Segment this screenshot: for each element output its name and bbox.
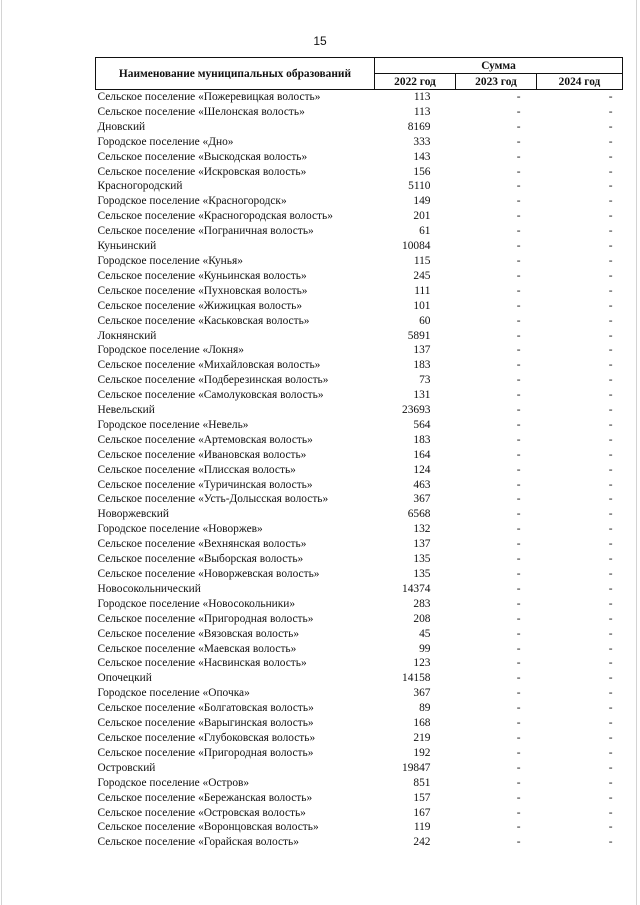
municipality-name-cell: Сельское поселение «Искровская волость» (97, 165, 307, 178)
sum-2023-cell: - (516, 717, 521, 730)
municipality-name-cell: Сельское поселение «Вязовская волость» (97, 627, 300, 640)
table-row (96, 388, 623, 403)
sum-2024-cell: - (608, 91, 613, 103)
sum-2023-cell: - (516, 478, 521, 491)
municipality-name-cell: Сельское поселение «Вехнянская волость» (97, 538, 307, 551)
sum-2024-cell: - (608, 821, 613, 834)
municipality-name-cell: Дновский (97, 120, 146, 133)
municipality-name-cell: Сельское поселение «Куньинская волость» (97, 269, 307, 282)
table-row (96, 567, 623, 582)
sum-2022-cell: 208 (413, 612, 431, 625)
municipality-name-cell: Сельское поселение «Выскодская волость» (97, 150, 308, 163)
sum-2022-cell: 10084 (402, 240, 431, 253)
sum-2023-cell: - (516, 240, 521, 253)
header-name-column: Наименование муниципальных образований (96, 58, 375, 90)
sum-2023-cell: - (516, 210, 521, 223)
sum-2022-cell: 111 (414, 284, 431, 297)
sum-2023-cell: - (516, 508, 521, 521)
table-row (96, 403, 623, 418)
sum-2023-cell: - (516, 493, 521, 506)
table-body (96, 90, 623, 851)
table-row (96, 835, 623, 850)
sum-2024-cell: - (608, 806, 613, 819)
table-row (96, 537, 623, 552)
municipality-name-cell: Сельское поселение «Варыгинская волость» (97, 717, 314, 730)
sum-2023-cell: - (516, 135, 521, 148)
sum-2024-cell: - (608, 731, 613, 744)
municipality-name-cell: Сельское поселение «Глубоковская волость» (97, 731, 316, 744)
table-row (96, 179, 623, 194)
sum-2024-cell: - (608, 120, 613, 133)
municipality-name-cell: Городское поселение «Остров» (97, 776, 250, 789)
table-row (96, 209, 623, 224)
table-row (96, 716, 623, 731)
sum-2023-cell: - (516, 761, 521, 774)
municipality-name-cell: Сельское поселение «Артемовская волость» (97, 433, 313, 446)
municipality-name-cell: Сельское поселение «Ивановская волость» (97, 448, 307, 461)
sum-2024-cell: - (608, 418, 613, 431)
sum-2023-cell: - (516, 329, 521, 342)
municipality-name-cell: Сельское поселение «Пригородная волость» (97, 612, 314, 625)
municipality-name-cell: Сельское поселение «Пограничная волость» (97, 225, 314, 238)
table-row (96, 478, 623, 493)
sum-2023-cell: - (516, 746, 521, 759)
table-row (96, 105, 623, 120)
municipality-name-cell: Сельское поселение «Михайловская волость» (97, 359, 321, 372)
table-row (96, 612, 623, 627)
table-row (96, 150, 623, 165)
sum-2024-cell: - (608, 687, 613, 700)
sum-2024-cell: - (608, 195, 613, 208)
municipality-name-cell: Новосокольнический (97, 582, 201, 595)
sum-2024-cell: - (608, 389, 613, 402)
sum-2023-cell: - (516, 612, 521, 625)
municipality-name-cell: Городское поселение «Новоржев» (97, 523, 263, 536)
table-row (96, 224, 623, 239)
sum-2023-cell: - (516, 553, 521, 566)
table-row (96, 671, 623, 686)
sum-2024-cell: - (608, 165, 613, 178)
sum-2022-cell: 14158 (402, 672, 431, 685)
sum-2023-cell: - (516, 821, 521, 834)
sum-2022-cell: 5110 (408, 180, 431, 193)
right-margin-line (636, 0, 637, 905)
table-row (96, 329, 623, 344)
sum-2024-cell: - (608, 627, 613, 640)
sum-2023-cell: - (516, 687, 521, 700)
sum-2023-cell: - (516, 776, 521, 789)
sum-2023-cell: - (516, 448, 521, 461)
sum-2023-cell: - (516, 254, 521, 267)
sum-2023-cell: - (516, 269, 521, 282)
sum-2022-cell: 14374 (402, 582, 431, 595)
sum-2022-cell: 333 (413, 135, 431, 148)
sum-2022-cell: 157 (413, 791, 431, 804)
municipality-name-cell: Сельское поселение «Плисская волость» (97, 463, 296, 476)
table-row (96, 492, 623, 507)
table-row (96, 418, 623, 433)
table-row (96, 373, 623, 388)
municipality-name-cell: Сельское поселение «Новоржевская волость» (97, 568, 320, 580)
sum-2024-cell: - (608, 746, 613, 759)
sum-2022-cell: 73 (419, 374, 431, 387)
sum-2022-cell: 135 (413, 568, 431, 580)
table-row (96, 299, 623, 314)
table-row (96, 90, 623, 105)
table-row (96, 448, 623, 463)
municipality-name-cell: Сельское поселение «Маевская волость» (97, 642, 297, 655)
municipality-name-cell: Городское поселение «Красногородск» (97, 195, 287, 208)
table-row (96, 776, 623, 791)
municipality-name-cell: Островский (97, 761, 156, 774)
sum-2023-cell: - (516, 582, 521, 595)
sum-2022-cell: 149 (413, 195, 431, 208)
municipality-name-cell: Сельское поселение «Пухновская волость» (97, 284, 308, 297)
sum-2024-cell: - (608, 105, 613, 118)
municipality-name-cell: Городское поселение «Локня» (97, 344, 244, 357)
sum-2022-cell: 564 (413, 418, 431, 431)
sum-2023-cell: - (516, 299, 521, 312)
table-row (96, 806, 623, 821)
table-row (96, 731, 623, 746)
sum-2024-cell: - (608, 508, 613, 521)
municipality-name-cell: Сельское поселение «Насвинская волость» (97, 657, 307, 670)
sum-2022-cell: 124 (413, 463, 431, 476)
sum-2024-cell: - (608, 269, 613, 282)
sum-2022-cell: 6568 (407, 508, 431, 521)
table-row (96, 165, 623, 180)
table-row (96, 627, 623, 642)
table-row (96, 522, 623, 537)
table-row (96, 433, 623, 448)
sum-2024-cell: - (608, 553, 613, 566)
sum-2022-cell: 201 (413, 210, 431, 223)
table-row (96, 552, 623, 567)
table-row (96, 254, 623, 269)
sum-2022-cell: 156 (413, 165, 431, 178)
sum-2024-cell: - (608, 836, 613, 849)
sum-2024-cell: - (608, 240, 613, 253)
sum-2022-cell: 115 (413, 254, 431, 267)
budget-table (95, 57, 623, 850)
municipality-name-cell: Сельское поселение «Выборская волость» (97, 553, 304, 566)
table-row (96, 791, 623, 806)
sum-2022-cell: 245 (413, 269, 431, 282)
table-row (96, 820, 623, 835)
municipality-name-cell: Городское поселение «Невель» (97, 418, 249, 431)
sum-2022-cell: 119 (413, 821, 431, 834)
sum-2023-cell: - (516, 433, 521, 446)
sum-2024-cell: - (608, 210, 613, 223)
municipality-name-cell: Сельское поселение «Пригородная волость» (97, 746, 314, 759)
table-row (96, 358, 623, 373)
sum-2024-cell: - (608, 538, 613, 551)
sum-2022-cell: 367 (413, 687, 431, 700)
left-margin-line (1, 0, 2, 905)
municipality-name-cell: Сельское поселение «Пожеревицкая волость» (97, 91, 321, 103)
sum-2024-cell: - (608, 523, 613, 536)
municipality-name-cell: Невельский (97, 404, 155, 417)
municipality-name-cell: Сельское поселение «Подберезинская волость» (97, 374, 329, 387)
sum-2023-cell: - (516, 418, 521, 431)
sum-2024-cell: - (608, 180, 613, 193)
table-header (96, 58, 623, 90)
sum-2023-cell: - (516, 538, 521, 551)
sum-2022-cell: 60 (419, 314, 431, 327)
municipality-name-cell: Локнянский (97, 329, 157, 342)
sum-2023-cell: - (516, 731, 521, 744)
municipality-name-cell: Куньинский (97, 240, 157, 253)
sum-2024-cell: - (608, 582, 613, 595)
sum-2023-cell: - (516, 314, 521, 327)
sum-2024-cell: - (608, 344, 613, 357)
sum-2024-cell: - (608, 284, 613, 297)
sum-2022-cell: 242 (413, 836, 431, 849)
municipality-name-cell: Сельское поселение «Усть-Долысская волость» (97, 493, 329, 506)
sum-2024-cell: - (608, 314, 613, 327)
municipality-name-cell: Красногородский (97, 180, 183, 193)
table-row (96, 761, 623, 776)
sum-2024-cell: - (608, 225, 613, 238)
municipality-name-cell: Городское поселение «Опочка» (97, 687, 250, 700)
sum-2022-cell: 219 (413, 731, 431, 744)
page-number: 15 (313, 34, 327, 48)
table-row (96, 314, 623, 329)
sum-2024-cell: - (608, 463, 613, 476)
sum-2024-cell: - (608, 448, 613, 461)
sum-2023-cell: - (516, 91, 521, 103)
sum-2023-cell: - (516, 225, 521, 238)
table-row (96, 239, 623, 254)
sum-2023-cell: - (516, 284, 521, 297)
sum-2024-cell: - (608, 791, 613, 804)
sum-2022-cell: 143 (413, 150, 431, 163)
sum-2023-cell: - (516, 344, 521, 357)
header-year-2024: 2024 год (537, 74, 623, 90)
sum-2024-cell: - (608, 642, 613, 655)
municipality-name-cell: Сельское поселение «Жижицкая волость» (97, 299, 303, 312)
sum-2024-cell: - (608, 493, 613, 506)
sum-2024-cell: - (608, 776, 613, 789)
sum-2022-cell: 367 (413, 493, 431, 506)
sum-2023-cell: - (516, 597, 521, 610)
sum-2022-cell: 123 (413, 657, 431, 670)
sum-2024-cell: - (608, 568, 613, 580)
sum-2022-cell: 61 (419, 225, 431, 238)
sum-2023-cell: - (516, 389, 521, 402)
sum-2024-cell: - (608, 254, 613, 267)
sum-2024-cell: - (608, 135, 613, 148)
sum-2023-cell: - (516, 165, 521, 178)
sum-2024-cell: - (608, 329, 613, 342)
table-row (96, 194, 623, 209)
sum-2024-cell: - (608, 612, 613, 625)
municipality-name-cell: Сельское поселение «Островская волость» (97, 806, 306, 819)
municipality-name-cell: Сельское поселение «Воронцовская волость» (97, 821, 319, 834)
sum-2023-cell: - (516, 180, 521, 193)
municipality-name-cell: Сельское поселение «Каськовская волость» (97, 314, 310, 327)
table-row (96, 343, 623, 358)
sum-2022-cell: 135 (413, 553, 431, 566)
sum-2024-cell: - (608, 657, 613, 670)
header-year-2023: 2023 год (456, 74, 537, 90)
municipality-name-cell: Сельское поселение «Бережанская волость» (97, 791, 313, 804)
sum-2022-cell: 283 (413, 597, 431, 610)
sum-2022-cell: 8169 (407, 120, 431, 133)
sum-2023-cell: - (516, 374, 521, 387)
sum-2022-cell: 132 (413, 523, 431, 536)
sum-2022-cell: 89 (419, 702, 431, 715)
sum-2023-cell: - (516, 627, 521, 640)
table-row (96, 269, 623, 284)
sum-2024-cell: - (608, 359, 613, 372)
sum-2024-cell: - (608, 433, 613, 446)
table-row (96, 701, 623, 716)
table-row (96, 507, 623, 522)
sum-2023-cell: - (516, 791, 521, 804)
sum-2022-cell: 113 (413, 105, 431, 118)
municipality-name-cell: Сельское поселение «Горайская волость» (97, 836, 299, 849)
sum-2023-cell: - (516, 463, 521, 476)
sum-2023-cell: - (516, 404, 521, 417)
header-sum-group: Сумма (375, 58, 623, 74)
municipality-name-cell: Опочецкий (97, 672, 152, 685)
municipality-name-cell: Сельское поселение «Туричинская волость» (97, 478, 313, 491)
sum-2024-cell: - (608, 717, 613, 730)
sum-2024-cell: - (608, 150, 613, 163)
sum-2022-cell: 168 (413, 717, 431, 730)
sum-2023-cell: - (516, 568, 521, 580)
table-row (96, 597, 623, 612)
sum-2022-cell: 167 (413, 806, 431, 819)
sum-2022-cell: 463 (413, 478, 431, 491)
sum-2023-cell: - (516, 105, 521, 118)
municipality-name-cell: Сельское поселение «Самолуковская волость» (97, 389, 324, 402)
sum-2024-cell: - (608, 761, 613, 774)
sum-2022-cell: 164 (413, 448, 431, 461)
municipality-name-cell: Городское поселение «Новосокольники» (97, 597, 296, 610)
sum-2023-cell: - (516, 642, 521, 655)
sum-2023-cell: - (516, 150, 521, 163)
sum-2022-cell: 23693 (402, 404, 431, 417)
municipality-name-cell: Сельское поселение «Болгатовская волость» (97, 702, 314, 715)
municipality-name-cell: Городское поселение «Кунья» (97, 254, 243, 267)
sum-2022-cell: 183 (413, 433, 431, 446)
sum-2023-cell: - (516, 806, 521, 819)
table-row (96, 686, 623, 701)
sum-2024-cell: - (608, 404, 613, 417)
sum-2023-cell: - (516, 657, 521, 670)
sum-2022-cell: 137 (413, 538, 431, 551)
sum-2024-cell: - (608, 478, 613, 491)
sum-2024-cell: - (608, 374, 613, 387)
table-row (96, 582, 623, 597)
sum-2022-cell: 5891 (407, 329, 431, 342)
sum-2022-cell: 19847 (402, 761, 431, 774)
table-row (96, 746, 623, 761)
header-year-2022: 2022 год (375, 74, 456, 90)
sum-2022-cell: 192 (413, 746, 431, 759)
sum-2023-cell: - (516, 702, 521, 715)
table-row (96, 120, 623, 135)
table-row (96, 284, 623, 299)
sum-2024-cell: - (608, 299, 613, 312)
sum-2024-cell: - (608, 597, 613, 610)
sum-2022-cell: 101 (413, 299, 431, 312)
sum-2023-cell: - (516, 195, 521, 208)
municipality-name-cell: Сельское поселение «Шелонская волость» (97, 105, 305, 118)
sum-2022-cell: 137 (413, 344, 431, 357)
sum-2022-cell: 851 (413, 776, 431, 789)
sum-2022-cell: 183 (413, 359, 431, 372)
table-row (96, 642, 623, 657)
table-row (96, 463, 623, 478)
sum-2022-cell: 45 (419, 627, 431, 640)
sum-2023-cell: - (516, 523, 521, 536)
sum-2024-cell: - (608, 702, 613, 715)
municipality-name-cell: Новоржевский (97, 508, 169, 521)
municipality-name-cell: Городское поселение «Дно» (97, 135, 234, 148)
municipality-name-cell: Сельское поселение «Красногородская волость» (97, 210, 333, 223)
table-row (96, 135, 623, 150)
sum-2023-cell: - (516, 672, 521, 685)
table-row (96, 656, 623, 671)
sum-2024-cell: - (608, 672, 613, 685)
sum-2022-cell: 99 (419, 642, 431, 655)
sum-2023-cell: - (516, 836, 521, 849)
sum-2022-cell: 113 (413, 91, 431, 103)
sum-2023-cell: - (516, 120, 521, 133)
sum-2022-cell: 131 (413, 389, 431, 402)
sum-2023-cell: - (516, 359, 521, 372)
